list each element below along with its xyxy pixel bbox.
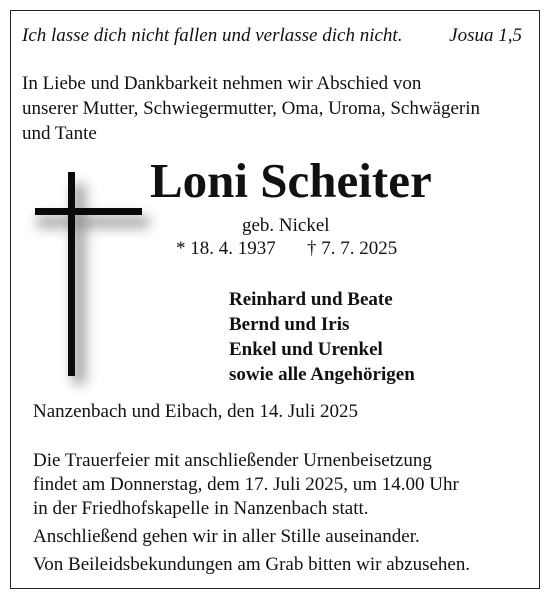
cross-shadow-horizontal bbox=[37, 216, 149, 228]
funeral-line: Die Trauerfeier mit anschließender Urnenbeisetzung bbox=[33, 450, 432, 471]
mourners-list bbox=[229, 287, 415, 387]
mourner-entry: Bernd und Iris bbox=[229, 314, 350, 335]
funeral-info bbox=[33, 449, 459, 521]
cross-bar-horizontal bbox=[35, 208, 142, 215]
mourner-entry: sowie alle Angehörigen bbox=[229, 364, 415, 385]
birth-date: * 18. 4. 1937 bbox=[176, 238, 276, 259]
bible-verse bbox=[22, 23, 522, 49]
cross-bar-vertical bbox=[68, 172, 75, 376]
mourner-entry: Reinhard und Beate bbox=[229, 289, 393, 310]
birth-name: geb. Nickel bbox=[242, 215, 330, 236]
intro-text bbox=[22, 71, 522, 146]
verse-text: Ich lasse dich nicht fallen und verlasse dich nicht. bbox=[22, 25, 403, 46]
condolence-note: Von Beileidsbekundungen am Grab bitten wir abzusehen. bbox=[33, 554, 471, 575]
death-date: † 7. 7. 2025 bbox=[307, 238, 398, 259]
deceased-name: Loni Scheiter bbox=[150, 153, 432, 208]
intro-line: und Tante bbox=[22, 123, 97, 144]
verse-reference: Josua 1,5 bbox=[449, 25, 522, 46]
intro-line: In Liebe und Dankbarkeit nehmen wir Abschied von bbox=[22, 73, 422, 94]
mourner-entry: Enkel und Urenkel bbox=[229, 339, 383, 360]
intro-line: unserer Mutter, Schwiegermutter, Oma, Uroma, Schwägerin bbox=[22, 98, 481, 119]
afterwards-note: Anschließend gehen wir in aller Stille auseinander. bbox=[33, 526, 420, 547]
funeral-line: findet am Donnerstag, dem 17. Juli 2025, um 14.00 Uhr bbox=[33, 474, 459, 495]
place-and-date: Nanzenbach und Eibach, den 14. Juli 2025 bbox=[33, 401, 359, 422]
funeral-line: in der Friedhofskapelle in Nanzenbach statt. bbox=[33, 498, 369, 519]
cross-icon bbox=[35, 172, 150, 387]
